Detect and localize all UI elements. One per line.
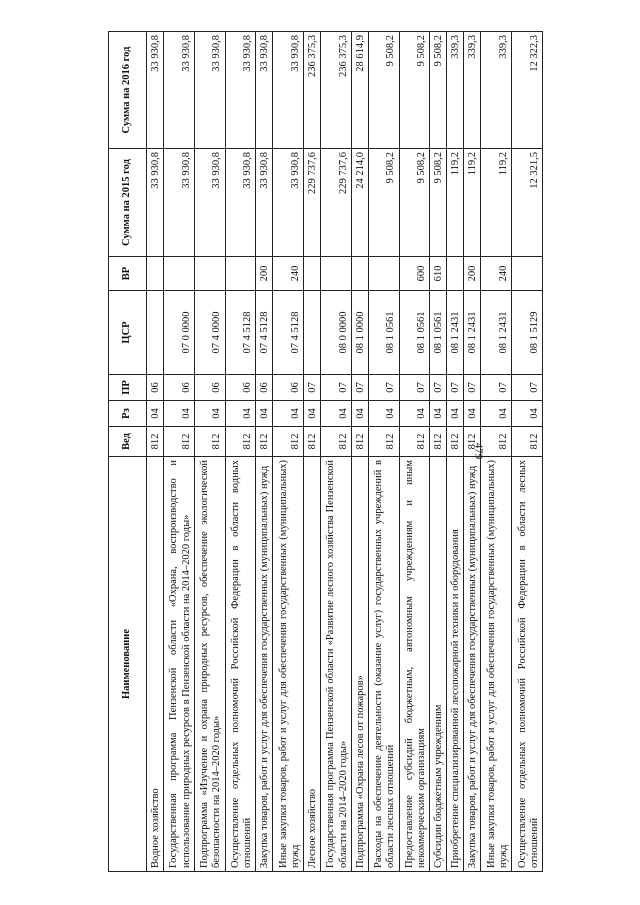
page-number: 479 bbox=[472, 442, 485, 460]
header-csr: ЦСР bbox=[109, 291, 147, 375]
cell-rz: 04 bbox=[147, 401, 164, 427]
cell-name: Лесное хозяйство bbox=[304, 457, 321, 872]
cell-name: Закупка товаров, работ и услуг для обеспечения государственных (муниципальных) нужд bbox=[256, 457, 273, 872]
cell-sum-2015: 33 930,8 bbox=[225, 149, 256, 257]
cell-vr: 600 bbox=[399, 257, 430, 291]
cell-name: Закупка товаров, работ и услуг для обеспечения государственных (муниципальных) нужд bbox=[464, 457, 481, 872]
cell-pr: 07 bbox=[304, 375, 321, 401]
cell-pr: 06 bbox=[225, 375, 256, 401]
cell-rz: 04 bbox=[399, 401, 430, 427]
cell-ved: 812 bbox=[147, 427, 164, 457]
table-row bbox=[447, 32, 464, 872]
table-row bbox=[399, 32, 430, 872]
table-header-row bbox=[109, 32, 147, 872]
cell-name: Подпрограмма «Охрана лесов от пожаров» bbox=[351, 457, 368, 872]
cell-pr: 07 bbox=[399, 375, 430, 401]
cell-sum-2016: 339,3 bbox=[447, 32, 464, 149]
cell-csr bbox=[304, 291, 321, 375]
cell-csr: 08 1 0561 bbox=[430, 291, 447, 375]
cell-sum-2015: 9 508,2 bbox=[399, 149, 430, 257]
cell-ved: 812 bbox=[351, 427, 368, 457]
cell-vr: 240 bbox=[481, 257, 512, 291]
cell-csr: 08 1 2431 bbox=[481, 291, 512, 375]
cell-csr: 07 4 5128 bbox=[225, 291, 256, 375]
cell-csr: 08 1 5129 bbox=[512, 291, 543, 375]
table-row bbox=[368, 32, 399, 872]
cell-vr: 240 bbox=[273, 257, 304, 291]
table-row bbox=[512, 32, 543, 872]
cell-csr: 08 1 0561 bbox=[368, 291, 399, 375]
cell-vr: 610 bbox=[430, 257, 447, 291]
cell-sum-2015: 9 508,2 bbox=[368, 149, 399, 257]
cell-sum-2016: 9 508,2 bbox=[399, 32, 430, 149]
cell-sum-2016: 33 930,8 bbox=[194, 32, 225, 149]
cell-rz: 04 bbox=[481, 401, 512, 427]
cell-sum-2015: 9 508,2 bbox=[430, 149, 447, 257]
table-row bbox=[194, 32, 225, 872]
cell-ved: 812 bbox=[273, 427, 304, 457]
cell-ved: 812 bbox=[447, 427, 464, 457]
cell-rz: 04 bbox=[194, 401, 225, 427]
table-row bbox=[273, 32, 304, 872]
cell-name: Водное хозяйство bbox=[147, 457, 164, 872]
cell-sum-2016: 9 508,2 bbox=[430, 32, 447, 149]
cell-pr: 06 bbox=[273, 375, 304, 401]
cell-sum-2015: 229 737,6 bbox=[304, 149, 321, 257]
cell-pr: 06 bbox=[256, 375, 273, 401]
cell-sum-2015: 119,2 bbox=[481, 149, 512, 257]
cell-name: Приобретение специализированной лесопожарной техники и оборудования bbox=[447, 457, 464, 872]
cell-sum-2015: 33 930,8 bbox=[273, 149, 304, 257]
cell-pr: 06 bbox=[147, 375, 164, 401]
cell-ved: 812 bbox=[164, 427, 195, 457]
cell-name: Подпрограмма «Изучение и охрана природных ресурсов, обеспечение экологической безопасности на 2014–2020 годы» bbox=[194, 457, 225, 872]
cell-rz: 04 bbox=[273, 401, 304, 427]
header-sum-2016: Сумма на 2016 год bbox=[109, 32, 147, 149]
cell-sum-2015: 119,2 bbox=[464, 149, 481, 257]
table-row bbox=[351, 32, 368, 872]
cell-ved: 812 bbox=[430, 427, 447, 457]
cell-pr: 07 bbox=[464, 375, 481, 401]
cell-csr: 07 0 0000 bbox=[164, 291, 195, 375]
cell-name: Иные закупки товаров, работ и услуг для обеспечения государственных (муниципальных) нужд bbox=[481, 457, 512, 872]
cell-name: Иные закупки товаров, работ и услуг для обеспечения государственных (муниципальных) нужд bbox=[273, 457, 304, 872]
cell-ved: 812 bbox=[256, 427, 273, 457]
cell-name: Осуществление отдельных полномочий Российской Федерации в области водных отношений bbox=[225, 457, 256, 872]
cell-vr: 200 bbox=[464, 257, 481, 291]
cell-sum-2016: 33 930,8 bbox=[164, 32, 195, 149]
header-rz: Рз bbox=[109, 401, 147, 427]
cell-vr bbox=[512, 257, 543, 291]
table-row bbox=[430, 32, 447, 872]
cell-vr bbox=[225, 257, 256, 291]
cell-sum-2015: 33 930,8 bbox=[147, 149, 164, 257]
cell-vr bbox=[368, 257, 399, 291]
cell-sum-2016: 236 375,3 bbox=[304, 32, 321, 149]
cell-csr: 08 1 2431 bbox=[447, 291, 464, 375]
cell-sum-2016: 339,3 bbox=[464, 32, 481, 149]
cell-name: Расходы на обеспечение деятельности (оказание услуг) государственных учреждений в области лесных отношений bbox=[368, 457, 399, 872]
rotated-page-content bbox=[108, 32, 543, 872]
cell-ved: 812 bbox=[464, 427, 481, 457]
table-body bbox=[147, 32, 543, 872]
table-row bbox=[481, 32, 512, 872]
header-ved: Вед bbox=[109, 427, 147, 457]
cell-vr bbox=[304, 257, 321, 291]
cell-vr bbox=[447, 257, 464, 291]
cell-pr: 07 bbox=[512, 375, 543, 401]
table-row bbox=[256, 32, 273, 872]
cell-sum-2016: 12 322,3 bbox=[512, 32, 543, 149]
cell-pr: 06 bbox=[164, 375, 195, 401]
cell-rz: 04 bbox=[464, 401, 481, 427]
cell-rz: 04 bbox=[164, 401, 195, 427]
cell-vr bbox=[164, 257, 195, 291]
table-row bbox=[304, 32, 321, 872]
cell-sum-2016: 33 930,8 bbox=[273, 32, 304, 149]
cell-rz: 04 bbox=[304, 401, 321, 427]
cell-pr: 07 bbox=[481, 375, 512, 401]
cell-sum-2015: 33 930,8 bbox=[164, 149, 195, 257]
table-row bbox=[164, 32, 195, 872]
header-vr: ВР bbox=[109, 257, 147, 291]
cell-rz: 04 bbox=[447, 401, 464, 427]
cell-pr: 06 bbox=[194, 375, 225, 401]
cell-pr: 07 bbox=[321, 375, 352, 401]
header-pr: ПР bbox=[109, 375, 147, 401]
cell-rz: 04 bbox=[512, 401, 543, 427]
cell-pr: 07 bbox=[430, 375, 447, 401]
cell-sum-2015: 33 930,8 bbox=[256, 149, 273, 257]
cell-ved: 812 bbox=[512, 427, 543, 457]
cell-rz: 04 bbox=[225, 401, 256, 427]
cell-pr: 07 bbox=[447, 375, 464, 401]
cell-ved: 812 bbox=[225, 427, 256, 457]
cell-vr: 200 bbox=[256, 257, 273, 291]
cell-name: Государственная программа Пензенской области «Охрана, воспроизводство и использование природных ресурсов в Пензенской области на 2014–2020 годы» bbox=[164, 457, 195, 872]
cell-sum-2016: 339,3 bbox=[481, 32, 512, 149]
cell-sum-2016: 9 508,2 bbox=[368, 32, 399, 149]
table-row bbox=[147, 32, 164, 872]
cell-name: Предоставление субсидий бюджетным, автономным учреждениям и иным некоммерческим организациям bbox=[399, 457, 430, 872]
cell-sum-2016: 236 375,3 bbox=[321, 32, 352, 149]
cell-sum-2015: 12 321,5 bbox=[512, 149, 543, 257]
cell-sum-2016: 33 930,8 bbox=[225, 32, 256, 149]
cell-name: Субсидии бюджетным учреждениям bbox=[430, 457, 447, 872]
cell-name: Государственная программа Пензенской области «Развитие лесного хозяйства Пензенской области на 2014–2020 годы» bbox=[321, 457, 352, 872]
cell-csr bbox=[147, 291, 164, 375]
cell-sum-2016: 33 930,8 bbox=[147, 32, 164, 149]
cell-rz: 04 bbox=[430, 401, 447, 427]
cell-sum-2015: 24 214,0 bbox=[351, 149, 368, 257]
cell-rz: 04 bbox=[351, 401, 368, 427]
header-sum-2015: Сумма на 2015 год bbox=[109, 149, 147, 257]
cell-sum-2015: 33 930,8 bbox=[194, 149, 225, 257]
cell-csr: 07 4 0000 bbox=[194, 291, 225, 375]
cell-vr bbox=[351, 257, 368, 291]
cell-ved: 812 bbox=[194, 427, 225, 457]
cell-pr: 07 bbox=[351, 375, 368, 401]
cell-ved: 812 bbox=[304, 427, 321, 457]
cell-rz: 04 bbox=[321, 401, 352, 427]
cell-pr: 07 bbox=[368, 375, 399, 401]
budget-table bbox=[108, 31, 543, 872]
table-row bbox=[225, 32, 256, 872]
cell-sum-2015: 229 737,6 bbox=[321, 149, 352, 257]
cell-ved: 812 bbox=[481, 427, 512, 457]
cell-vr bbox=[147, 257, 164, 291]
cell-sum-2015: 119,2 bbox=[447, 149, 464, 257]
table-row bbox=[321, 32, 352, 872]
cell-name: Осуществление отдельных полномочий Российской Федерации в области лесных отношений bbox=[512, 457, 543, 872]
cell-csr: 07 4 5128 bbox=[273, 291, 304, 375]
cell-rz: 04 bbox=[256, 401, 273, 427]
cell-vr bbox=[321, 257, 352, 291]
header-name: Наименование bbox=[109, 457, 147, 872]
cell-rz: 04 bbox=[368, 401, 399, 427]
cell-ved: 812 bbox=[368, 427, 399, 457]
cell-csr: 08 1 0000 bbox=[351, 291, 368, 375]
cell-sum-2016: 33 930,8 bbox=[256, 32, 273, 149]
cell-ved: 812 bbox=[321, 427, 352, 457]
cell-csr: 07 4 5128 bbox=[256, 291, 273, 375]
cell-csr: 08 1 0561 bbox=[399, 291, 430, 375]
cell-vr bbox=[194, 257, 225, 291]
table-row bbox=[464, 32, 481, 872]
cell-csr: 08 0 0000 bbox=[321, 291, 352, 375]
cell-ved: 812 bbox=[399, 427, 430, 457]
cell-sum-2016: 28 614,9 bbox=[351, 32, 368, 149]
cell-csr: 08 1 2431 bbox=[464, 291, 481, 375]
